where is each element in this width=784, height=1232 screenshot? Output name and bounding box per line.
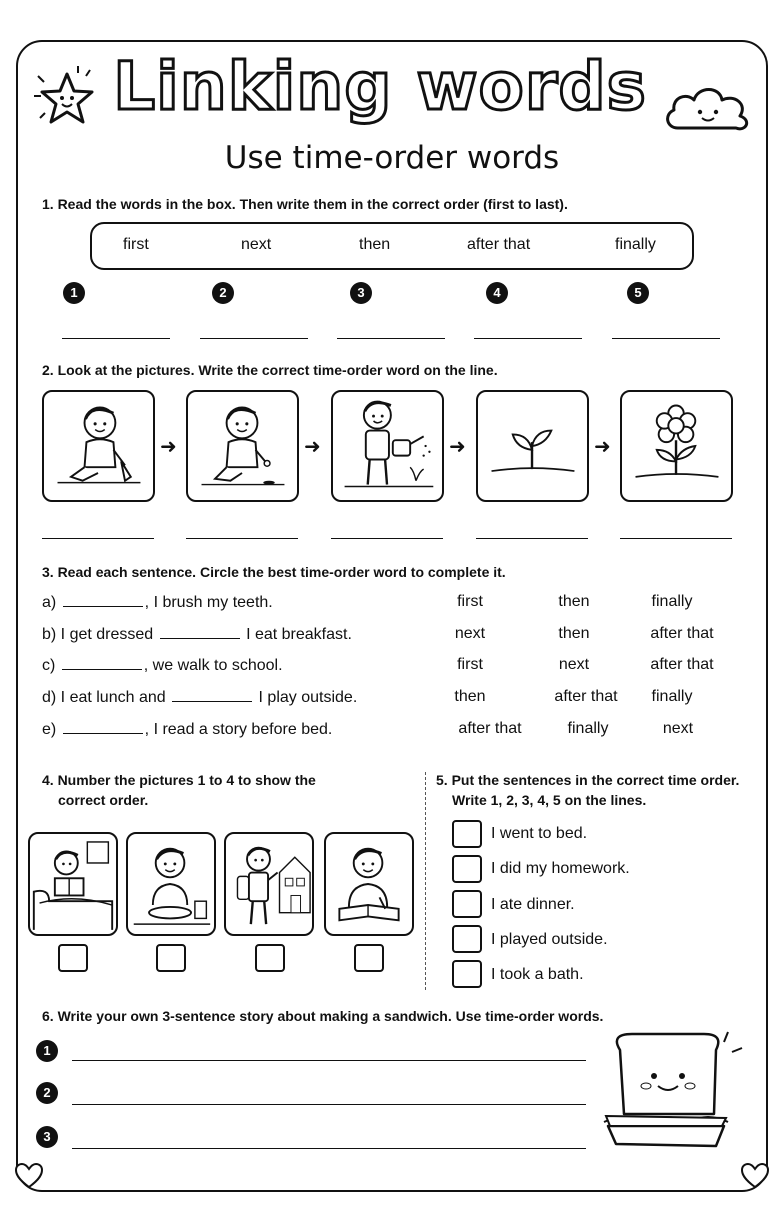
answer-line[interactable] <box>42 538 154 539</box>
writing-line[interactable] <box>72 1060 586 1061</box>
sentence-e: e) , I read a story before bed. <box>42 721 333 738</box>
order-checkbox[interactable] <box>452 855 482 883</box>
section2-instruction: 2. Look at the pictures. Write the correct time-order word on the line. <box>42 362 498 378</box>
word-box-item: finally <box>615 236 656 253</box>
section5-instruction: 5. Put the sentences in the correct time order. <box>436 772 740 788</box>
boy-eating-icon <box>126 832 216 936</box>
section3-instruction: 3. Read each sentence. Circle the best time-order word to complete it. <box>42 564 506 580</box>
option-word[interactable]: finally <box>567 720 609 737</box>
number-badge: 3 <box>36 1126 58 1148</box>
option-word[interactable]: next <box>454 625 486 642</box>
arrow-right-icon: ➜ <box>160 434 177 458</box>
option-word[interactable]: first <box>457 656 483 673</box>
boy-watering-icon <box>331 390 444 502</box>
star-icon <box>30 62 104 136</box>
order-checkbox[interactable] <box>452 925 482 953</box>
arrow-right-icon: ➜ <box>304 434 321 458</box>
answer-line[interactable] <box>186 538 298 539</box>
page-subtitle: Use time-order words <box>224 140 560 176</box>
section4-instruction-cont: correct order. <box>58 792 149 808</box>
writing-line[interactable] <box>72 1148 586 1149</box>
number-badge: 2 <box>212 282 234 304</box>
section-divider <box>425 772 426 990</box>
section6-instruction: 6. Write your own 3-sentence story about making a sandwich. Use time-order words. <box>42 1008 604 1024</box>
writing-line[interactable] <box>72 1104 586 1105</box>
number-badge: 5 <box>627 282 649 304</box>
sandwich-icon <box>596 1026 748 1156</box>
number-badge: 1 <box>63 282 85 304</box>
section5-instruction-cont: Write 1, 2, 3, 4, 5 on the lines. <box>452 792 647 808</box>
boy-writing-icon <box>324 832 414 936</box>
answer-line[interactable] <box>200 338 308 339</box>
word-box <box>90 222 694 270</box>
sentence-item: I did my homework. <box>491 860 630 877</box>
answer-line[interactable] <box>337 338 445 339</box>
answer-line[interactable] <box>476 538 588 539</box>
number-badge: 3 <box>350 282 372 304</box>
sentence-a: a) , I brush my teeth. <box>42 594 273 611</box>
word-box-item: after that <box>467 236 531 253</box>
arrow-right-icon: ➜ <box>449 434 466 458</box>
number-badge: 2 <box>36 1082 58 1104</box>
word-box-item: first <box>123 236 149 253</box>
order-checkbox[interactable] <box>452 820 482 848</box>
sentence-item: I went to bed. <box>491 825 588 842</box>
heart-icon <box>14 1162 44 1190</box>
option-word[interactable]: after that <box>458 720 522 737</box>
answer-line[interactable] <box>62 338 170 339</box>
order-checkbox[interactable] <box>156 944 186 972</box>
order-checkbox[interactable] <box>452 890 482 918</box>
option-word[interactable]: then <box>558 625 590 642</box>
blank-line[interactable] <box>160 625 240 639</box>
word-box-item: next <box>241 236 272 253</box>
answer-line[interactable] <box>331 538 443 539</box>
boy-reading-in-bed-icon <box>28 832 118 936</box>
boy-planting-seed-icon <box>186 390 299 502</box>
heart-icon <box>740 1162 770 1190</box>
sentence-item: I ate dinner. <box>491 896 575 913</box>
sentence-item: I played outside. <box>491 931 608 948</box>
answer-line[interactable] <box>620 538 732 539</box>
section4-instruction: 4. Number the pictures 1 to 4 to show the <box>42 772 316 788</box>
blank-line[interactable] <box>63 593 143 607</box>
option-word[interactable]: then <box>454 688 486 705</box>
option-word[interactable]: next <box>662 720 694 737</box>
answer-line[interactable] <box>612 338 720 339</box>
answer-line[interactable] <box>474 338 582 339</box>
option-word[interactable]: next <box>558 656 590 673</box>
sentence-item: I took a bath. <box>491 966 584 983</box>
section1-instruction: 1. Read the words in the box. Then write them in the correct order (first to last). <box>42 196 568 212</box>
flower-icon <box>620 390 733 502</box>
order-checkbox[interactable] <box>58 944 88 972</box>
page-title: Linking words <box>113 48 647 125</box>
option-word[interactable]: finally <box>651 593 693 610</box>
sentence-b: b) I get dressed I eat breakfast. <box>42 626 352 643</box>
order-checkbox[interactable] <box>354 944 384 972</box>
sentence-d: d) I eat lunch and I play outside. <box>42 689 358 706</box>
blank-line[interactable] <box>63 720 143 734</box>
sprout-icon <box>476 390 589 502</box>
word-box-item: then <box>359 236 391 253</box>
number-badge: 1 <box>36 1040 58 1062</box>
sentence-c: c) , we walk to school. <box>42 657 283 674</box>
blank-line[interactable] <box>62 656 142 670</box>
option-word[interactable]: after that <box>650 625 714 642</box>
boy-digging-icon <box>42 390 155 502</box>
option-word[interactable]: then <box>558 593 590 610</box>
option-word[interactable]: finally <box>651 688 693 705</box>
order-checkbox[interactable] <box>255 944 285 972</box>
boy-going-to-school-icon <box>224 832 314 936</box>
arrow-right-icon: ➜ <box>594 434 611 458</box>
option-word[interactable]: first <box>457 593 483 610</box>
number-badge: 4 <box>486 282 508 304</box>
order-checkbox[interactable] <box>452 960 482 988</box>
cloud-icon <box>660 78 754 138</box>
option-word[interactable]: after that <box>554 688 618 705</box>
blank-line[interactable] <box>172 688 252 702</box>
option-word[interactable]: after that <box>650 656 714 673</box>
